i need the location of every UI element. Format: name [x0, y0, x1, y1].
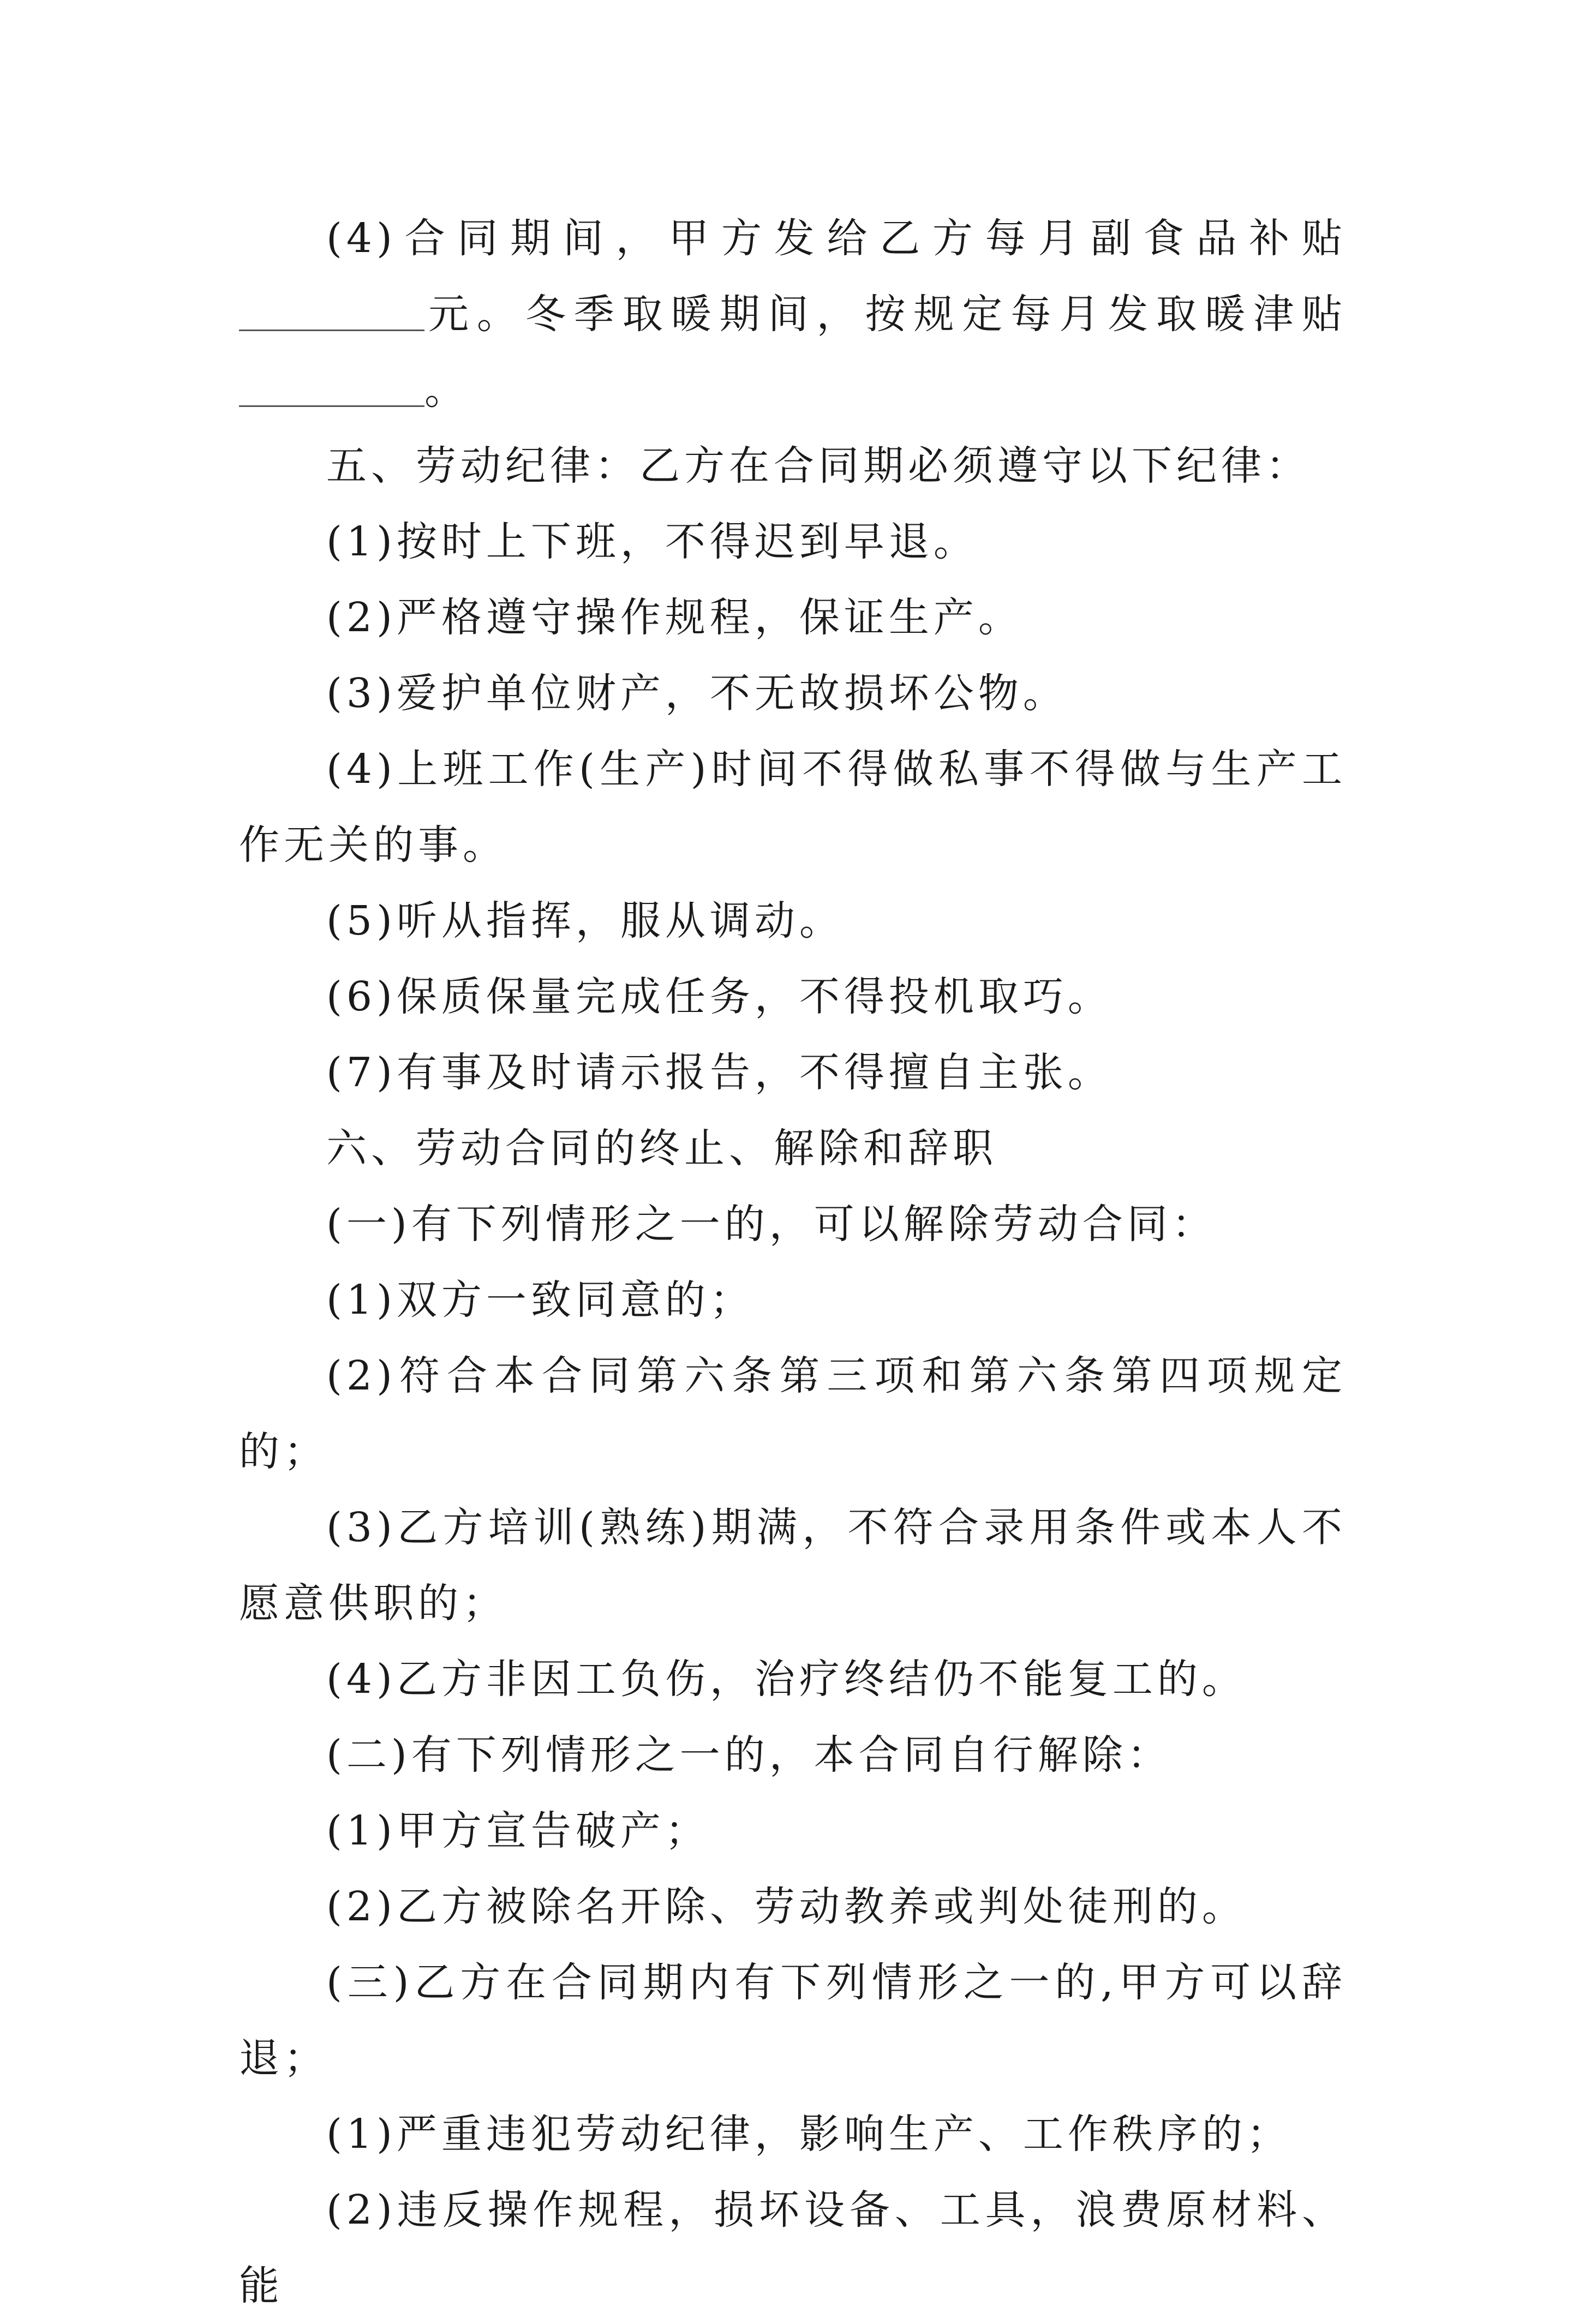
list-item: (4)上班工作(生产)时间不得做私事不得做与生产工作无关的事。: [239, 746, 1347, 868]
section-heading-labor-discipline: 五、劳动纪律：乙方在合同期必须遵守以下纪律：: [326, 442, 1311, 489]
list-item: (2)乙方被除名开除、劳动教养或判处徒刑的。: [326, 1883, 1247, 1930]
list-item: (2)违反操作规程，损坏设备、工具，浪费原材料、能: [239, 2187, 1347, 2309]
list-item: (6)保质保量完成任务，不得投机取巧。: [326, 973, 1113, 1020]
list-item: (3)乙方培训(熟练)期满，不符合录用条件或本人不愿意供职的；: [239, 1504, 1347, 1627]
section-heading-termination: 六、劳动合同的终止、解除和辞职: [326, 1125, 997, 1172]
fill-in-blank: [239, 365, 424, 407]
subsection-heading: (二)有下列情形之一的，本合同自行解除：: [326, 1732, 1172, 1778]
document-body: [239, 201, 1347, 2324]
paragraph-subsidy: [239, 201, 1347, 428]
list-item: (3)爱护单位财产，不无故损坏公物。: [326, 670, 1068, 717]
fill-in-blank: [239, 289, 424, 331]
paragraph-text: 元。冬季取暖期间，按规定每月发取暖津贴: [424, 291, 1347, 338]
list-item: (1)严重违犯劳动纪律，影响生产、工作秩序的；: [326, 2111, 1291, 2158]
list-item: (2)严格遵守操作规程，保证生产。: [326, 594, 1023, 641]
paragraph-text: 。: [424, 367, 469, 414]
list-item: (1)按时上下班，不得迟到早退。: [326, 518, 978, 565]
list-item: (4)乙方非因工负伤，治疗终结仍不能复工的。: [326, 1656, 1247, 1703]
list-item: (5)听从指挥，服从调动。: [326, 897, 844, 944]
list-item: (1)甲方宣告破产；: [326, 1807, 710, 1854]
list-item: (7)有事及时请示报告，不得擅自主张。: [326, 1049, 1113, 1096]
list-item: (1)双方一致同意的；: [326, 1277, 755, 1323]
subsection-heading: (一)有下列情形之一的，可以解除劳动合同：: [326, 1201, 1217, 1248]
subsection-heading: (三)乙方在合同期内有下列情形之一的,甲方可以辞退；: [239, 1959, 1347, 2082]
paragraph-text: (4)合同期间，甲方发给乙方每月副食品补贴: [326, 215, 1347, 262]
list-item: (2)符合本合同第六条第三项和第六条第四项规定的；: [239, 1352, 1347, 1475]
